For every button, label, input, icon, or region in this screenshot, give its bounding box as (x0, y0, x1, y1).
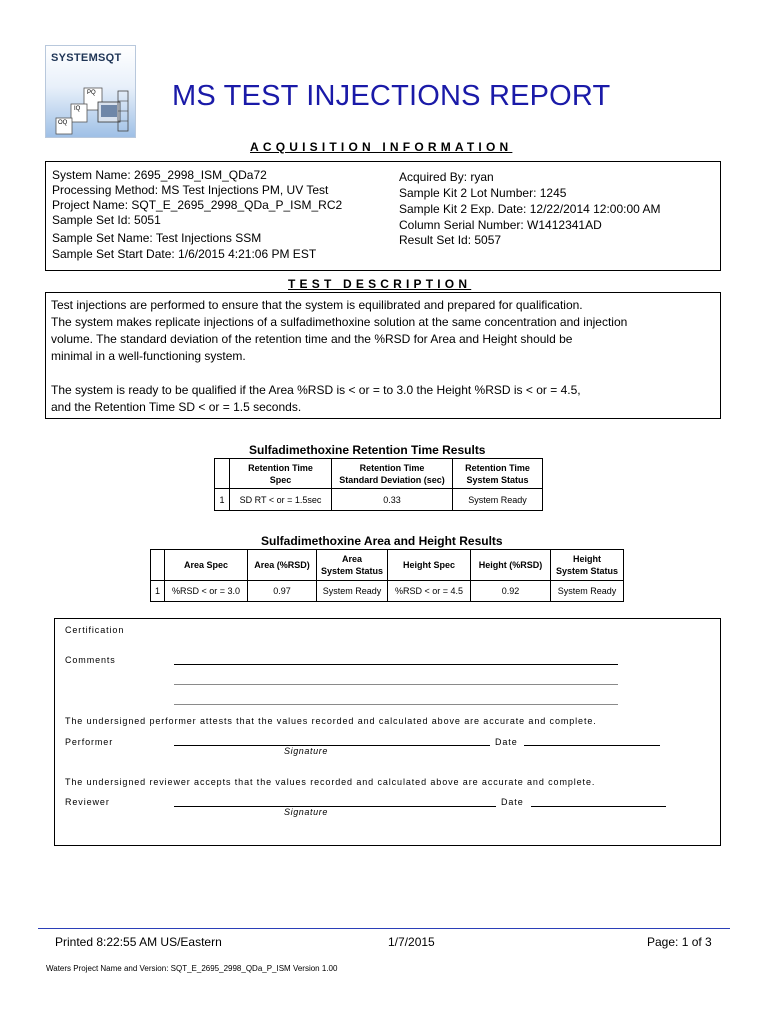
performer-signature-label: Signature (284, 746, 328, 756)
systemsqt-logo (45, 45, 136, 138)
column-serial-number: Column Serial Number: W1412341AD (399, 218, 602, 232)
logo-text: SYSTEMSQT (51, 52, 122, 64)
acquisition-heading: ACQUISITION INFORMATION (250, 140, 513, 154)
acquired-by: Acquired By: ryan (399, 170, 494, 184)
logo-pq-label: PQ (87, 90, 96, 96)
comments-line[interactable] (174, 684, 618, 685)
rt-col-index (215, 459, 230, 489)
printed-date: 1/7/2015 (388, 935, 435, 949)
description-line: Test injections are performed to ensure that the system is equilibrated and prepared for qualification. (51, 298, 583, 312)
result-set-id: Result Set Id: 5057 (399, 233, 502, 247)
rt-results-table (214, 458, 543, 511)
performer-date-line[interactable] (524, 745, 660, 746)
comments-line[interactable] (174, 704, 618, 705)
ah-table-title: Sulfadimethoxine Area and Height Results (261, 534, 503, 548)
performer-date-label: Date (495, 737, 518, 747)
reviewer-signature-label: Signature (284, 807, 328, 817)
report-title: MS TEST INJECTIONS REPORT (172, 80, 611, 112)
ah-col-area-status: Area System Status (317, 550, 388, 581)
description-line: volume. The standard deviation of the retention time and the %RSD for Area and Height should be (51, 332, 573, 346)
ah-col-area-spec: Area Spec (165, 550, 248, 581)
description-line: minimal in a well-functioning system. (51, 349, 246, 363)
sample-kit-exp-date: Sample Kit 2 Exp. Date: 12/22/2014 12:00:00 AM (399, 202, 661, 216)
description-line: and the Retention Time SD < or = 1.5 seconds. (51, 400, 302, 414)
comments-line[interactable] (174, 664, 618, 665)
ah-row-area-rsd: 0.97 (248, 581, 317, 602)
description-line: The system is ready to be qualified if the Area %RSD is < or = to 3.0 the Height %RSD is < or = 4.5, (51, 383, 581, 397)
performer-statement: The undersigned performer attests that the values recorded and calculated above are accurate and complete. (65, 716, 597, 726)
performer-label: Performer (65, 737, 114, 747)
rt-col-spec: Retention Time Spec (230, 459, 332, 489)
waters-project-version: Waters Project Name and Version: SQT_E_2695_2998_QDa_P_ISM Version 1.00 (46, 964, 338, 973)
processing-method: Processing Method: MS Test Injections PM, UV Test (52, 183, 329, 197)
test-description-box (45, 292, 721, 419)
rt-row-status: System Ready (453, 489, 543, 511)
sample-set-name: Sample Set Name: Test Injections SSM (52, 231, 262, 245)
ah-row-height-spec: %RSD < or = 4.5 (388, 581, 471, 602)
comments-label: Comments (65, 655, 116, 665)
rt-row-index: 1 (215, 489, 230, 511)
reviewer-label: Reviewer (65, 797, 110, 807)
ah-col-area-rsd: Area (%RSD) (248, 550, 317, 581)
ah-col-index (151, 550, 165, 581)
footer-rule (38, 928, 730, 929)
system-name: System Name: 2695_2998_ISM_QDa72 (52, 168, 267, 182)
reviewer-date-label: Date (501, 797, 524, 807)
reviewer-statement: The undersigned reviewer accepts that the values recorded and calculated above are accurate and complete. (65, 777, 596, 787)
rt-col-stddev: Retention Time Standard Deviation (sec) (332, 459, 453, 489)
sample-set-start-date: Sample Set Start Date: 1/6/2015 4:21:06 PM EST (52, 247, 317, 261)
rt-row-spec: SD RT < or = 1.5sec (230, 489, 332, 511)
logo-iq-label: IQ (74, 106, 81, 112)
logo-oq-label: OQ (58, 120, 68, 126)
reviewer-date-line[interactable] (531, 806, 666, 807)
sample-set-id: Sample Set Id: 5051 (52, 213, 161, 227)
certification-heading: Certification (65, 625, 125, 635)
certification-box (54, 618, 721, 846)
rt-table-title: Sulfadimethoxine Retention Time Results (249, 443, 486, 457)
page-number: Page: 1 of 3 (647, 935, 712, 949)
description-line: The system makes replicate injections of a sulfadimethoxine solution at the same concentration and injection (51, 315, 628, 329)
sample-kit-lot: Sample Kit 2 Lot Number: 1245 (399, 186, 567, 200)
test-description-heading: TEST DESCRIPTION (288, 277, 472, 291)
ah-col-height-spec: Height Spec (388, 550, 471, 581)
ah-row-index: 1 (151, 581, 165, 602)
table-row (215, 489, 543, 511)
ah-row-area-status: System Ready (317, 581, 388, 602)
rt-col-status: Retention Time System Status (453, 459, 543, 489)
ah-row-height-status: System Ready (551, 581, 624, 602)
acquisition-info-box (45, 161, 721, 271)
project-name: Project Name: SQT_E_2695_2998_QDa_P_ISM_RC2 (52, 198, 343, 212)
performer-signature-line[interactable] (174, 745, 490, 746)
rt-row-stddev: 0.33 (332, 489, 453, 511)
reviewer-signature-line[interactable] (174, 806, 496, 807)
ah-row-area-spec: %RSD < or = 3.0 (165, 581, 248, 602)
ah-col-height-status: Height System Status (551, 550, 624, 581)
ah-results-table (150, 549, 624, 602)
printed-time: Printed 8:22:55 AM US/Eastern (55, 935, 222, 949)
table-row (151, 581, 624, 602)
ah-row-height-rsd: 0.92 (471, 581, 551, 602)
ah-col-height-rsd: Height (%RSD) (471, 550, 551, 581)
